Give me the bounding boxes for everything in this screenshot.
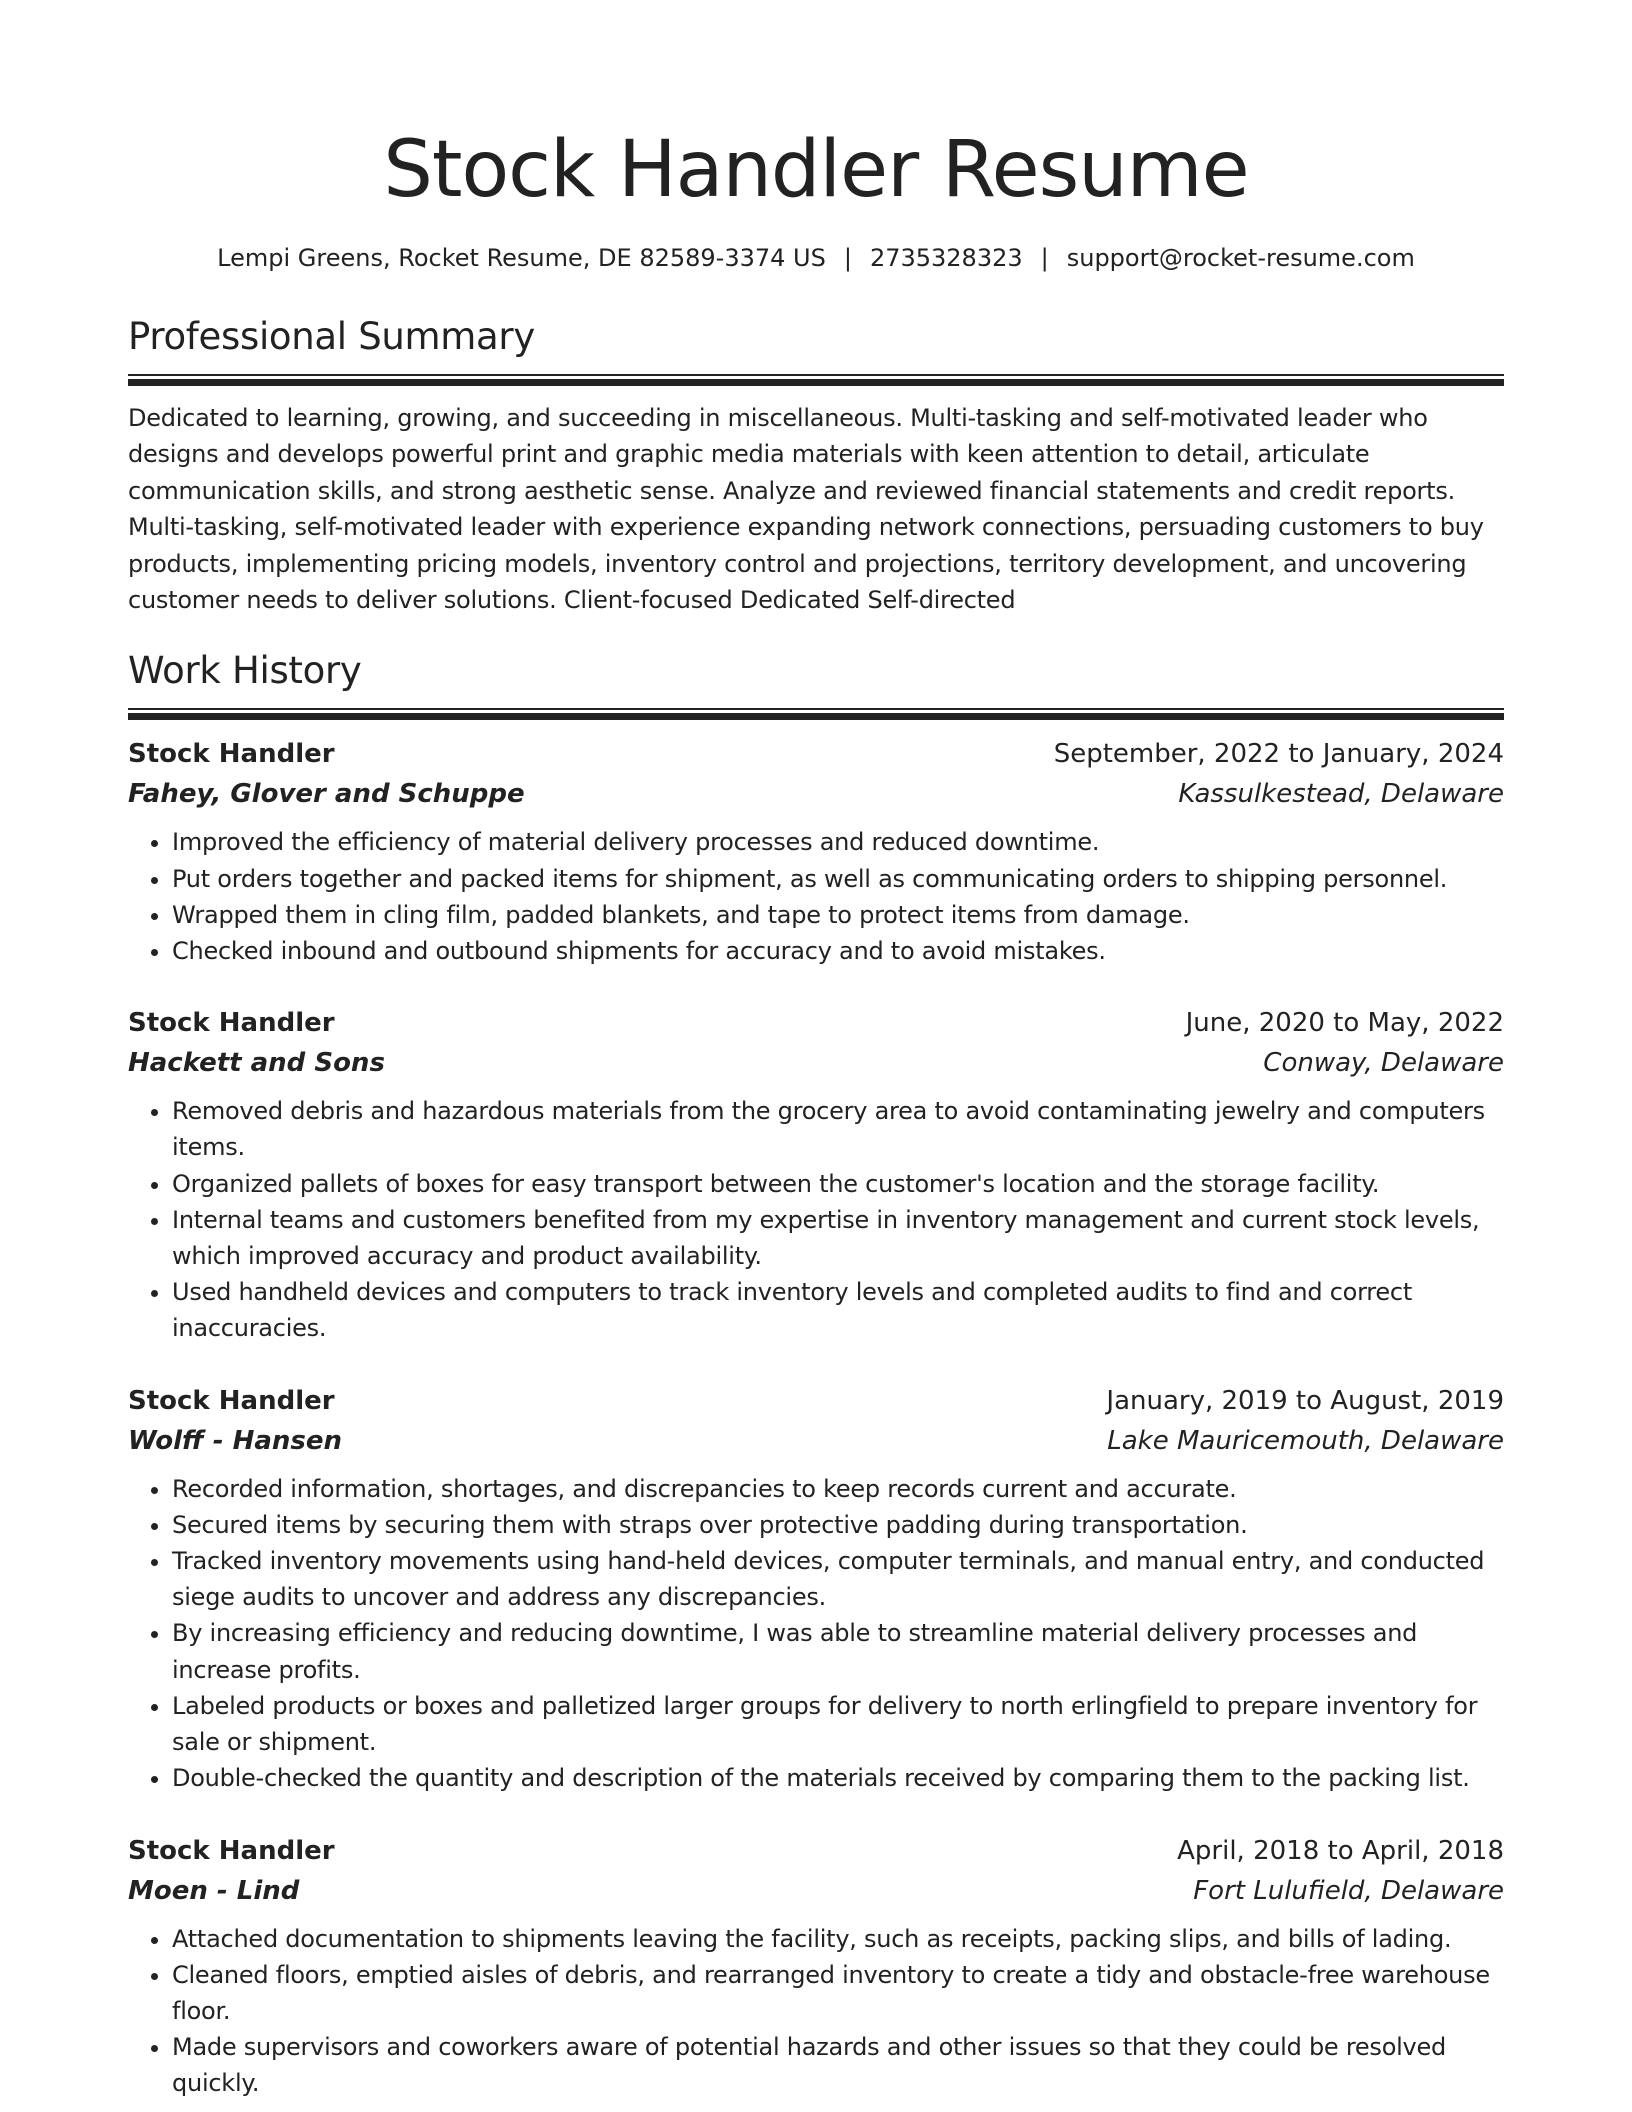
job-bullet-list <box>128 1921 1504 2102</box>
contact-phone: 2735328323 <box>869 244 1023 272</box>
job-entry <box>128 1831 1504 2102</box>
job-location: Conway, Delaware <box>1263 1048 1504 1079</box>
job-location: Lake Mauricemouth, Delaware <box>1107 1425 1504 1456</box>
job-bullet: • Made supervisors and coworkers aware of potential hazards and other issues so that they could be resolved quickly. <box>172 2029 1504 2101</box>
job-bullet: • Cleaned floors, emptied aisles of debris, and rearranged inventory to create a tidy and obstacle-free warehouse floor. <box>172 1957 1504 2029</box>
job-bullet: • Double-checked the quantity and description of the materials received by comparing them to the packing list. <box>172 1760 1504 1796</box>
job-bullet: • Internal teams and customers benefited from my expertise in inventory management and current stock levels, which improved accuracy and product availability. <box>172 1202 1504 1274</box>
job-bullet: • Removed debris and hazardous materials from the grocery area to avoid contaminating jewelry and computers items. <box>172 1093 1504 1165</box>
job-bullet: • By increasing efficiency and reducing downtime, I was able to streamline material delivery processes and increase profits. <box>172 1615 1504 1687</box>
job-bullet: • Secured items by securing them with straps over protective padding during transportation. <box>172 1507 1504 1543</box>
job-header <box>128 734 1504 774</box>
job-company: Wolff - Hansen <box>128 1425 343 1456</box>
job-dates: September, 2022 to January, 2024 <box>1053 739 1504 770</box>
contact-email: support@rocket-resume.com <box>1066 244 1415 272</box>
contact-line <box>128 242 1504 274</box>
job-bullet: • Organized pallets of boxes for easy transport between the customer's location and the storage facility. <box>172 1166 1504 1202</box>
resume-page <box>128 0 1504 2102</box>
job-dates: January, 2019 to August, 2019 <box>1106 1385 1504 1416</box>
job-entry <box>128 734 1504 969</box>
job-company: Hackett and Sons <box>128 1048 385 1079</box>
job-title: Stock Handler <box>128 1008 335 1039</box>
section-divider <box>128 374 1504 386</box>
job-dates: June, 2020 to May, 2022 <box>1185 1008 1504 1039</box>
job-header <box>128 1003 1504 1043</box>
section-divider <box>128 708 1504 720</box>
job-location: Kassulkestead, Delaware <box>1178 779 1504 810</box>
job-dates: April, 2018 to April, 2018 <box>1177 1835 1504 1866</box>
job-company: Moen - Lind <box>128 1875 300 1906</box>
resume-title: Stock Handler Resume <box>383 125 1249 215</box>
job-bullet: • Put orders together and packed items for shipment, as well as communicating orders to shipping personnel. <box>172 861 1504 897</box>
job-bullet: • Checked inbound and outbound shipments for accuracy and to avoid mistakes. <box>172 933 1504 969</box>
job-subheader <box>128 1043 1504 1083</box>
work-history-section <box>128 648 1504 2101</box>
job-header <box>128 1381 1504 1421</box>
job-bullet-list <box>128 1093 1504 1346</box>
job-bullet: • Used handheld devices and computers to track inventory levels and completed audits to find and correct inaccuracies. <box>172 1274 1504 1346</box>
job-entry <box>128 1381 1504 1797</box>
job-bullet-list <box>128 1471 1504 1797</box>
job-subheader <box>128 1421 1504 1461</box>
job-company: Fahey, Glover and Schuppe <box>128 779 525 810</box>
professional-summary-section <box>128 314 1504 618</box>
summary-text: Dedicated to learning, growing, and succeeding in miscellaneous. Multi-tasking and self-motivated leader who designs and develops powerful print and graphic media materials with keen attention to detail, articulate communication skills, and strong aesthetic sense. Analyze and reviewed financial statements and credit reports. Multi-tasking, self-motivated leader with experience expanding network connections, persuading customers to buy products, implementing pricing models, inventory control and projections, territory development, and uncovering customer needs to deliver solutions. Client-focused Dedicated Self-directed <box>128 404 1484 615</box>
job-title: Stock Handler <box>128 1385 335 1416</box>
job-entry <box>128 1003 1504 1346</box>
job-title: Stock Handler <box>128 739 335 770</box>
contact-separator: | <box>843 244 852 272</box>
section-heading-summary: Professional Summary <box>128 315 535 358</box>
job-location: Fort Lulufield, Delaware <box>1193 1875 1504 1906</box>
contact-separator: | <box>1040 244 1049 272</box>
job-bullet: • Recorded information, shortages, and discrepancies to keep records current and accurate. <box>172 1471 1504 1507</box>
contact-address: Lempi Greens, Rocket Resume, DE 82589-3374 US <box>217 244 826 272</box>
job-list <box>128 734 1504 2101</box>
job-subheader <box>128 1871 1504 1911</box>
job-subheader <box>128 774 1504 814</box>
job-bullet: • Improved the efficiency of material delivery processes and reduced downtime. <box>172 824 1504 860</box>
job-bullet: • Wrapped them in cling film, padded blankets, and tape to protect items from damage. <box>172 897 1504 933</box>
job-header <box>128 1831 1504 1871</box>
job-bullet: • Labeled products or boxes and palletized larger groups for delivery to north erlingfield to prepare inventory for sale or shipment. <box>172 1688 1504 1760</box>
job-title: Stock Handler <box>128 1835 335 1866</box>
job-bullet: • Tracked inventory movements using hand-held devices, computer terminals, and manual entry, and conducted siege audits to uncover and address any discrepancies. <box>172 1543 1504 1615</box>
section-heading-work-history: Work History <box>128 649 362 693</box>
job-bullet-list <box>128 824 1504 969</box>
job-bullet: • Attached documentation to shipments leaving the facility, such as receipts, packing slips, and bills of lading. <box>172 1921 1504 1957</box>
